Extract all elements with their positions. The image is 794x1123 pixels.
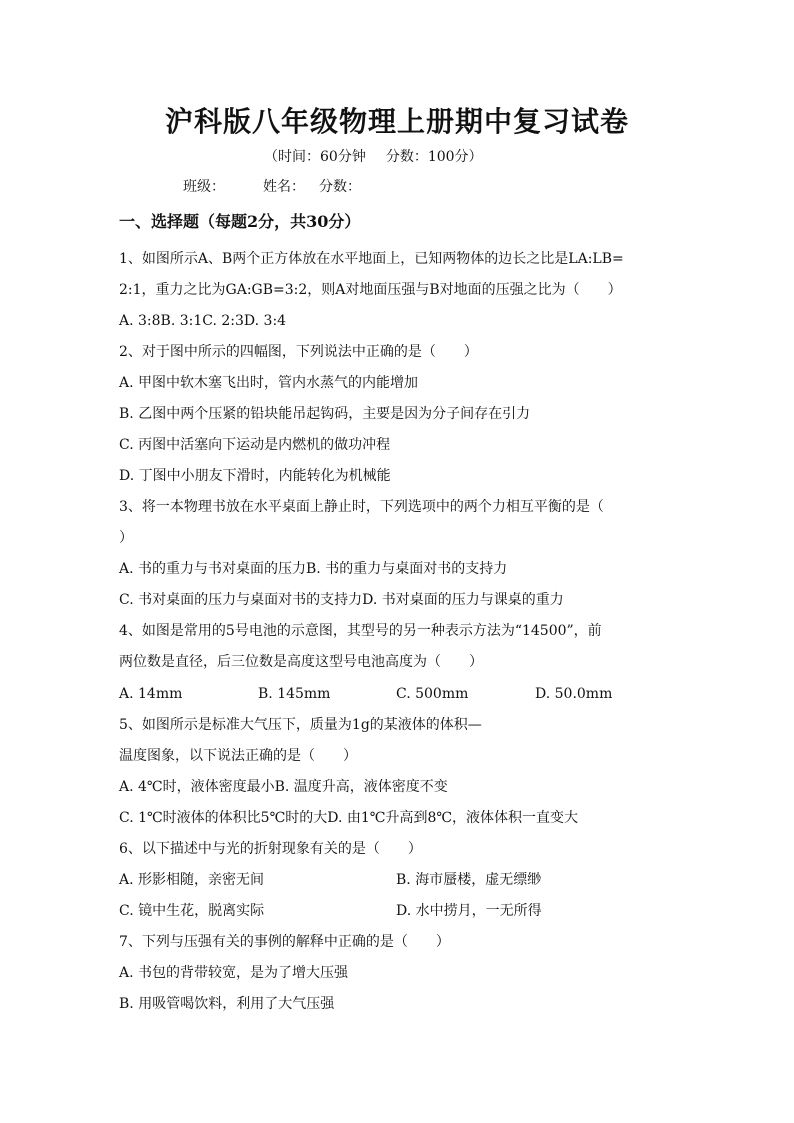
q7-option-a: A. 书包的背带较宽，是为了增大压强: [119, 965, 349, 981]
q1-options: A. 3:8B. 3:1C. 2:3D. 3:4: [119, 313, 287, 329]
q4-options: [119, 684, 679, 704]
q4-line1: 4、如图是常用的5号电池的示意图，其型号的另一种表示方法为“14500”，前: [119, 623, 602, 639]
q4-option-b: B. 145mm: [258, 686, 331, 702]
time-label: （时间：60分钟: [264, 149, 366, 165]
q3-line1: 3、将一本物理书放在水平桌面上静止时，下列选项中的两个力相互平衡的是（: [119, 499, 604, 515]
section-heading: 一、选择题（每题2分，共30分）: [119, 212, 361, 231]
q6-options-ab: [119, 870, 679, 890]
q3-options-ab: A. 书的重力与书对桌面的压力B. 书的重力与桌面对书的支持力: [119, 561, 508, 577]
score-label: 分数：100分）: [385, 149, 483, 165]
exam-time-score: [264, 146, 483, 166]
q5-line1: 5、如图所示是标准大气压下，质量为1g的某液体的体积—: [119, 717, 482, 733]
q6-options-cd: [119, 901, 679, 921]
q6-stem: 6、以下描述中与光的折射现象有关的是（ ）: [119, 841, 422, 857]
q2-option-c: C. 丙图中活塞向下运动是内燃机的做功冲程: [119, 437, 391, 453]
q2-stem: 2、对于图中所示的四幅图，下列说法中正确的是（ ）: [119, 344, 478, 360]
q6-option-c: C. 镜中生花，脱离实际: [119, 903, 265, 919]
q2-option-b: B. 乙图中两个压紧的铅块能吊起钩码，主要是因为分子间存在引力: [119, 406, 531, 422]
q4-option-c: C. 500mm: [396, 686, 469, 702]
q6-option-d: D. 水中捞月，一无所得: [396, 903, 542, 919]
q1-line2: 2:1，重力之比为GA:GB=3:2，则A对地面压强与B对地面的压强之比为（ ）: [119, 282, 622, 298]
points-label: 分数：: [319, 179, 361, 195]
q6-option-a: A. 形影相随，亲密无间: [119, 872, 265, 888]
q6-option-b: B. 海市蜃楼，虚无缥缈: [396, 872, 542, 888]
exam-title: 沪科版八年级物理上册期中复习试卷: [164, 105, 629, 138]
q4-line2: 两位数是直径，后三位数是高度这型号电池高度为（ ）: [119, 654, 483, 670]
q3-line2: ）: [119, 530, 133, 546]
q2-option-d: D. 丁图中小朋友下滑时，内能转化为机械能: [119, 468, 391, 484]
q5-options-ab: A. 4℃时，液体密度最小B. 温度升高，液体密度不变: [119, 779, 448, 795]
q5-options-cd: C. 1℃时液体的体积比5℃时的大D. 由1℃升高到8℃，液体体积一直变大: [119, 810, 579, 826]
name-label: 姓名：: [263, 179, 305, 195]
q2-option-a: A. 甲图中软木塞飞出时，管内水蒸气的内能增加: [119, 375, 419, 391]
q1-line1: 1、如图所示A、B两个正方体放在水平地面上，已知两物体的边长之比是LA:LB=: [119, 251, 624, 267]
q7-stem: 7、下列与压强有关的事例的解释中正确的是（ ）: [119, 934, 450, 950]
q4-option-a: A. 14mm: [119, 686, 183, 702]
q5-line2: 温度图象，以下说法正确的是（ ）: [119, 748, 357, 764]
q4-option-d: D. 50.0mm: [535, 686, 613, 702]
student-info: [183, 176, 361, 196]
q7-option-b: B. 用吸管喝饮料，利用了大气压强: [119, 996, 335, 1012]
q3-options-cd: C. 书对桌面的压力与桌面对书的支持力D. 书对桌面的压力与课桌的重力: [119, 592, 564, 608]
class-label: 班级：: [183, 179, 225, 195]
